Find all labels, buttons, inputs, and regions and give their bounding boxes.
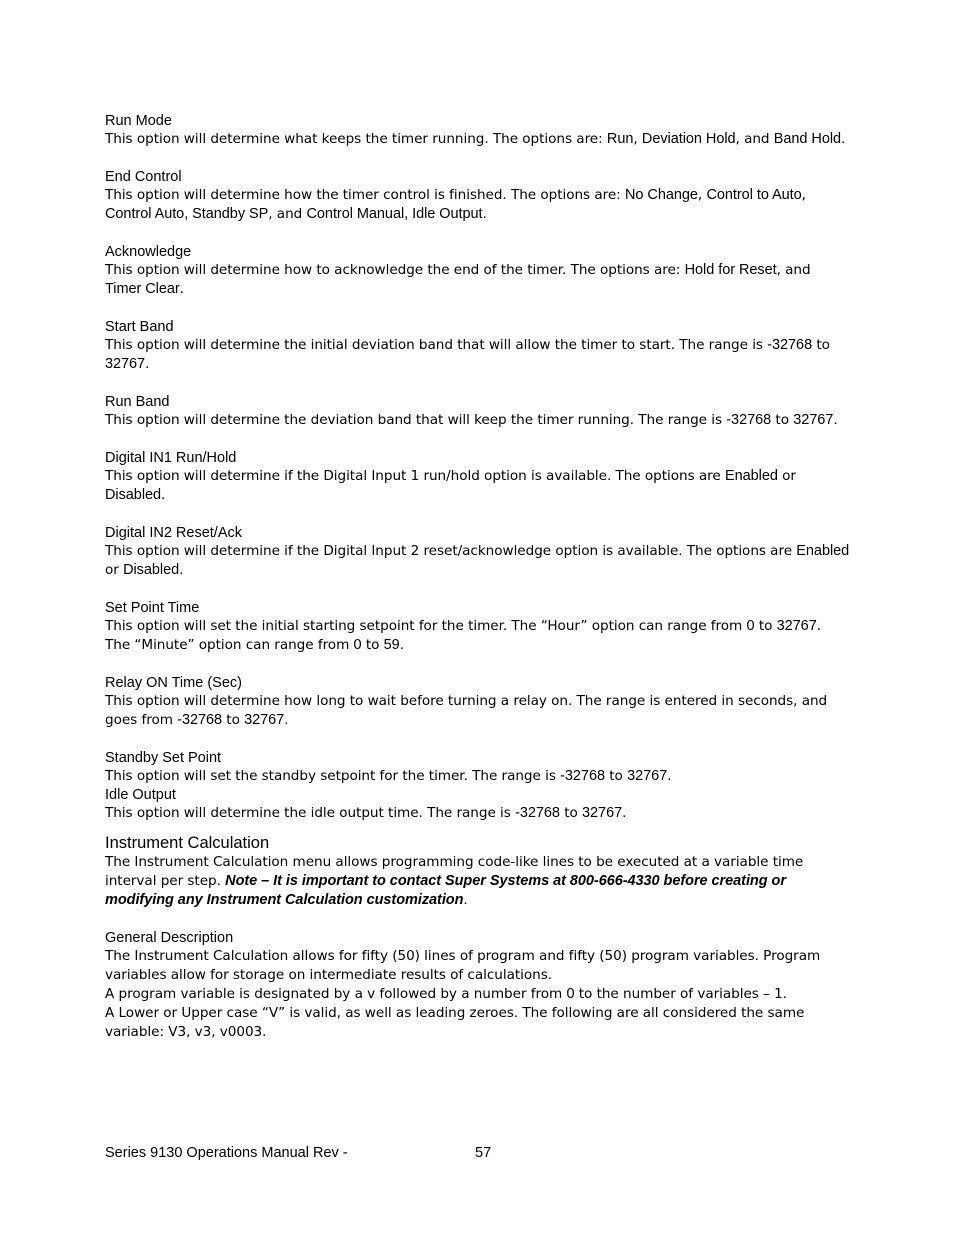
text: This option will set the initial starting setpoint for the timer. The “Hour” option can range from [105,618,747,634]
section-text [105,411,850,430]
text: or [777,468,796,484]
section-heading: Set Point Time [105,600,200,616]
text: , and [735,131,774,147]
section-run-mode [105,112,850,149]
section-heading: General Description [105,930,234,946]
section-heading: End Control [105,169,182,185]
text: , and [268,206,307,222]
section-text [105,467,850,505]
option: Control Manual, Idle Output [306,206,483,222]
section-text [105,804,850,823]
section-run-band [105,393,850,430]
text: . [482,206,487,222]
text: to [754,618,777,634]
section-heading: Start Band [105,319,174,335]
option: Enabled [796,543,850,559]
section-heading: Run Band [105,394,170,410]
text: This option will determine if the Digital Input 1 run/hold option is available. The options are [105,468,725,484]
section-heading: Idle Output [105,787,176,803]
section-heading: Acknowledge [105,244,192,260]
text: The Instrument Calculation menu allows programming code-like lines to be executed at a variable time interval per step. [105,854,804,889]
section-digital-in1 [105,449,850,505]
text: or [105,562,124,578]
section-heading: Standby Set Point [105,750,222,766]
page-content [105,112,850,1042]
value: 32767 [627,768,668,784]
text: . [161,487,166,503]
note-text: Note – It is important to contact Super Systems at 800-666-4330 before creating or modifying any Instrument Calculation customization [105,873,786,908]
value: -32768 [515,805,560,821]
text: This option will determine the deviation band that will keep the timer running. The range is [105,412,727,428]
text: , and [776,262,811,278]
option: Disabled [123,562,180,578]
paragraph: A Lower or Upper case “V” is valid, as well as leading zeroes. The following are all considered the same variable: V3, v3, v0003. [105,1005,805,1040]
text: . [841,131,846,147]
text: , [633,131,642,147]
text: . [399,637,404,653]
value: -32768 [767,337,813,353]
section-title: Instrument Calculation [105,834,270,852]
section-text [105,542,850,580]
section-acknowledge [105,243,850,299]
section-text [105,692,850,730]
value: -32768 [726,412,772,428]
value: 32767 [244,712,285,728]
section-heading: Digital IN1 Run/Hold [105,450,237,466]
value: 32767 [105,356,146,372]
value: 59 [383,637,400,653]
option: Deviation Hold [641,131,736,147]
text: . [284,712,289,728]
section-heading: Relay ON Time (Sec) [105,675,242,691]
text: This option will determine how long to wait before turning a relay on. The range is entered in seconds, and goes from [105,693,828,728]
text: . [622,805,627,821]
option: Hold for Reset [684,262,777,278]
section-heading: Run Mode [105,113,172,129]
option: Disabled [105,487,162,503]
paragraph [105,985,850,1004]
section-text [105,767,850,786]
text: . [179,562,184,578]
text: to [559,805,583,821]
section-digital-in2 [105,524,850,580]
page-number: 57 [475,1145,492,1161]
text: . [179,281,184,297]
value: 0 [746,618,755,634]
section-text [105,336,850,374]
value: 32767 [776,618,817,634]
section-start-band [105,318,850,374]
footer-manual-title: Series 9130 Operations Manual Rev - [105,1145,348,1161]
text: . [833,412,838,428]
text: . [145,356,150,372]
value: 32767 [582,805,623,821]
option: Timer Clear [105,281,180,297]
text: , [801,187,806,203]
text: to [222,712,245,728]
option: Enabled [724,468,778,484]
text: . [667,768,672,784]
text: This option will determine if the Digital Input 2 reset/acknowledge option is available. The options are [105,543,797,559]
section-standby-set-point [105,749,850,786]
section-end-control [105,168,850,224]
value: -32768 [560,768,605,784]
section-text [105,130,850,149]
text: to [604,768,628,784]
value: 0 [566,986,575,1002]
option: Band Hold [773,131,842,147]
section-instrument-calculation [105,833,850,910]
text: This option will determine the initial deviation band that will allow the timer to start. The range is [105,337,768,353]
text: This option will determine how to acknowledge the end of the timer. The options are: [105,262,685,278]
text: This option will determine how the timer control is finished. The options are: [105,187,625,203]
text: This option will determine the idle output time. The range is [105,805,516,821]
text: to [771,412,794,428]
text: , [697,187,707,203]
section-heading: Digital IN2 Reset/Ack [105,525,242,541]
section-text [105,617,850,655]
text: This option will determine what keeps the timer running. The options are: [105,131,607,147]
option: Control Auto, Standby SP [105,206,269,222]
paragraph: The Instrument Calculation allows for fifty (50) lines of program and fifty (50) program variables. Program variables allow for storage on intermediate results of calculations. [105,948,821,983]
text: This option will set the standby setpoint for the timer. The range is [105,768,561,784]
text: to [361,637,384,653]
text: . The “Minute” option can range from [105,618,821,653]
text: A program variable is designated by a v followed by a number from [105,986,567,1002]
option: No Change [625,187,698,203]
section-idle-output [105,786,850,823]
section-relay-on-time [105,674,850,730]
option: Run [606,131,634,147]
text: to [812,337,830,353]
section-text [105,186,850,224]
section-text [105,853,850,910]
value: 32767 [793,412,834,428]
value: 0 [353,637,362,653]
value: -32768 [177,712,223,728]
option: Control to Auto [706,187,802,203]
section-general-description [105,929,850,1042]
section-set-point-time [105,599,850,655]
text: to the number of variables – 1. [574,986,787,1002]
section-text [105,261,850,299]
text: . [463,892,468,908]
